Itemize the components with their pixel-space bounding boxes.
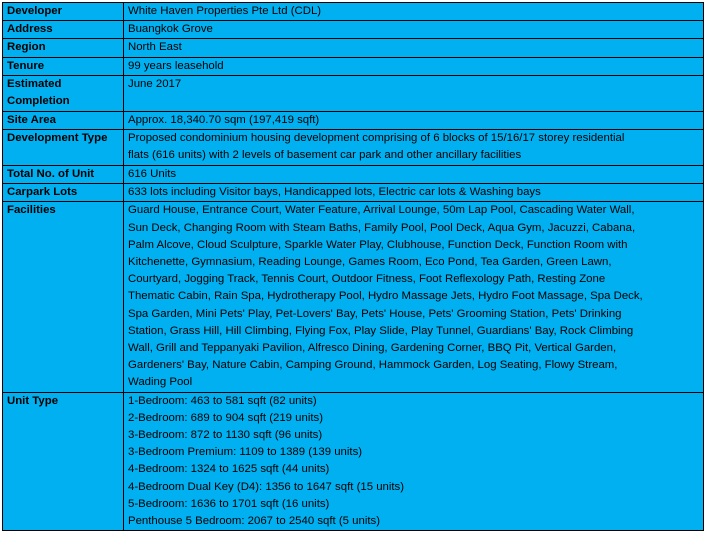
spec-row <box>3 75 704 111</box>
spec-value-line: 616 Units <box>128 168 177 181</box>
spec-value-line: 99 years leasehold <box>128 59 224 72</box>
spec-value-line: Buangkok Grove <box>128 23 213 36</box>
spec-value <box>124 3 704 21</box>
spec-value-line: 4-Bedroom: 1324 to 1625 sqft (44 units) <box>128 463 330 476</box>
spec-value <box>124 130 704 166</box>
spec-value <box>124 57 704 75</box>
spec-value-line: flats (616 units) with 2 levels of basement car park and other ancillary facilities <box>128 149 522 162</box>
spec-row <box>3 21 704 39</box>
spec-value-line: Spa Garden, Mini Pets' Play, Pet-Lovers' Bay, Pets' House, Pets' Grooming Station, Pets' Drinking <box>128 307 622 320</box>
spec-value-line: Guard House, Entrance Court, Water Feature, Arrival Lounge, 50m Lap Pool, Cascading Water Wall, <box>128 204 635 217</box>
spec-label: Unit Type <box>3 392 124 531</box>
spec-value-line: Proposed condominium housing development comprising of 6 blocks of 15/16/17 storey residential <box>128 132 625 145</box>
spec-row <box>3 39 704 57</box>
spec-label: Estimated Completion <box>3 75 124 111</box>
spec-value-line: White Haven Properties Pte Ltd (CDL) <box>128 5 322 17</box>
spec-value-line: Approx. 18,340.70 sqm (197,419 sqft) <box>128 113 320 126</box>
spec-value <box>124 111 704 129</box>
spec-value <box>124 21 704 39</box>
spec-value-line: Wading Pool <box>128 376 193 389</box>
spec-value-line: 1-Bedroom: 463 to 581 sqft (82 units) <box>128 394 317 407</box>
spec-label: Developer <box>3 3 124 21</box>
spec-value-line: 633 lots including Visitor bays, Handicapped lots, Electric car lots & Washing bays <box>128 186 541 199</box>
spec-row <box>3 57 704 75</box>
spec-value <box>124 166 704 184</box>
spec-value-line: 5-Bedroom: 1636 to 1701 sqft (16 units) <box>128 497 330 510</box>
spec-table-body <box>3 3 704 531</box>
spec-table-container <box>2 2 703 531</box>
spec-value <box>124 75 704 111</box>
spec-value <box>124 184 704 202</box>
spec-value-line: North East <box>128 41 182 54</box>
spec-value <box>124 202 704 392</box>
spec-value-line: 3-Bedroom Premium: 1109 to 1389 (139 units) <box>128 446 363 459</box>
spec-row <box>3 184 704 202</box>
spec-value-line: Station, Grass Hill, Hill Climbing, Flying Fox, Play Slide, Play Tunnel, Guardians' Bay, Rock Climbing <box>128 324 634 337</box>
spec-value-line: Palm Alcove, Cloud Sculpture, Sparkle Water Play, Clubhouse, Function Deck, Function Room with <box>128 238 628 251</box>
spec-value-line: Thematic Cabin, Rain Spa, Hydrotherapy Pool, Hydro Massage Jets, Hydro Foot Massage, Spa Deck, <box>128 290 643 303</box>
spec-value-line: Courtyard, Jogging Track, Tennis Court, Outdoor Fitness, Foot Reflexology Path, Resting Zone <box>128 273 606 286</box>
spec-label: Total No. of Unit <box>3 166 124 184</box>
spec-label: Address <box>3 21 124 39</box>
spec-value-line: Penthouse 5 Bedroom: 2067 to 2540 sqft (5 units) <box>128 515 381 528</box>
spec-row <box>3 392 704 531</box>
spec-row <box>3 111 704 129</box>
spec-row <box>3 130 704 166</box>
spec-label: Tenure <box>3 57 124 75</box>
spec-value <box>124 39 704 57</box>
spec-row <box>3 3 704 21</box>
spec-label: Development Type <box>3 130 124 166</box>
spec-value <box>124 392 704 531</box>
spec-value-line: Kitchenette, Gymnasium, Reading Lounge, Games Room, Eco Pond, Tea Garden, Green Lawn, <box>128 256 612 269</box>
spec-value-line: Gardeners' Bay, Nature Cabin, Camping Ground, Hammock Garden, Log Seating, Flowy Stream, <box>128 359 618 372</box>
spec-value-line: 3-Bedroom: 872 to 1130 sqft (96 units) <box>128 429 323 442</box>
spec-value-line: Wall, Grill and Teppanyaki Pavilion, Alfresco Dining, Gardening Corner, BBQ Pit, Vertical Garden, <box>128 342 617 355</box>
spec-value-line: June 2017 <box>128 77 182 90</box>
spec-label: Region <box>3 39 124 57</box>
property-spec-table <box>2 2 704 531</box>
spec-row <box>3 202 704 392</box>
spec-label: Site Area <box>3 111 124 129</box>
spec-value-line: Sun Deck, Changing Room with Steam Baths, Family Pool, Pool Deck, Aqua Gym, Jacuzzi, Cabana, <box>128 221 636 234</box>
spec-row <box>3 166 704 184</box>
spec-label: Carpark Lots <box>3 184 124 202</box>
spec-value-line: 4-Bedroom Dual Key (D4): 1356 to 1647 sqft (15 units) <box>128 480 405 493</box>
spec-label: Facilities <box>3 202 124 392</box>
spec-value-line: 2-Bedroom: 689 to 904 sqft (219 units) <box>128 411 324 424</box>
